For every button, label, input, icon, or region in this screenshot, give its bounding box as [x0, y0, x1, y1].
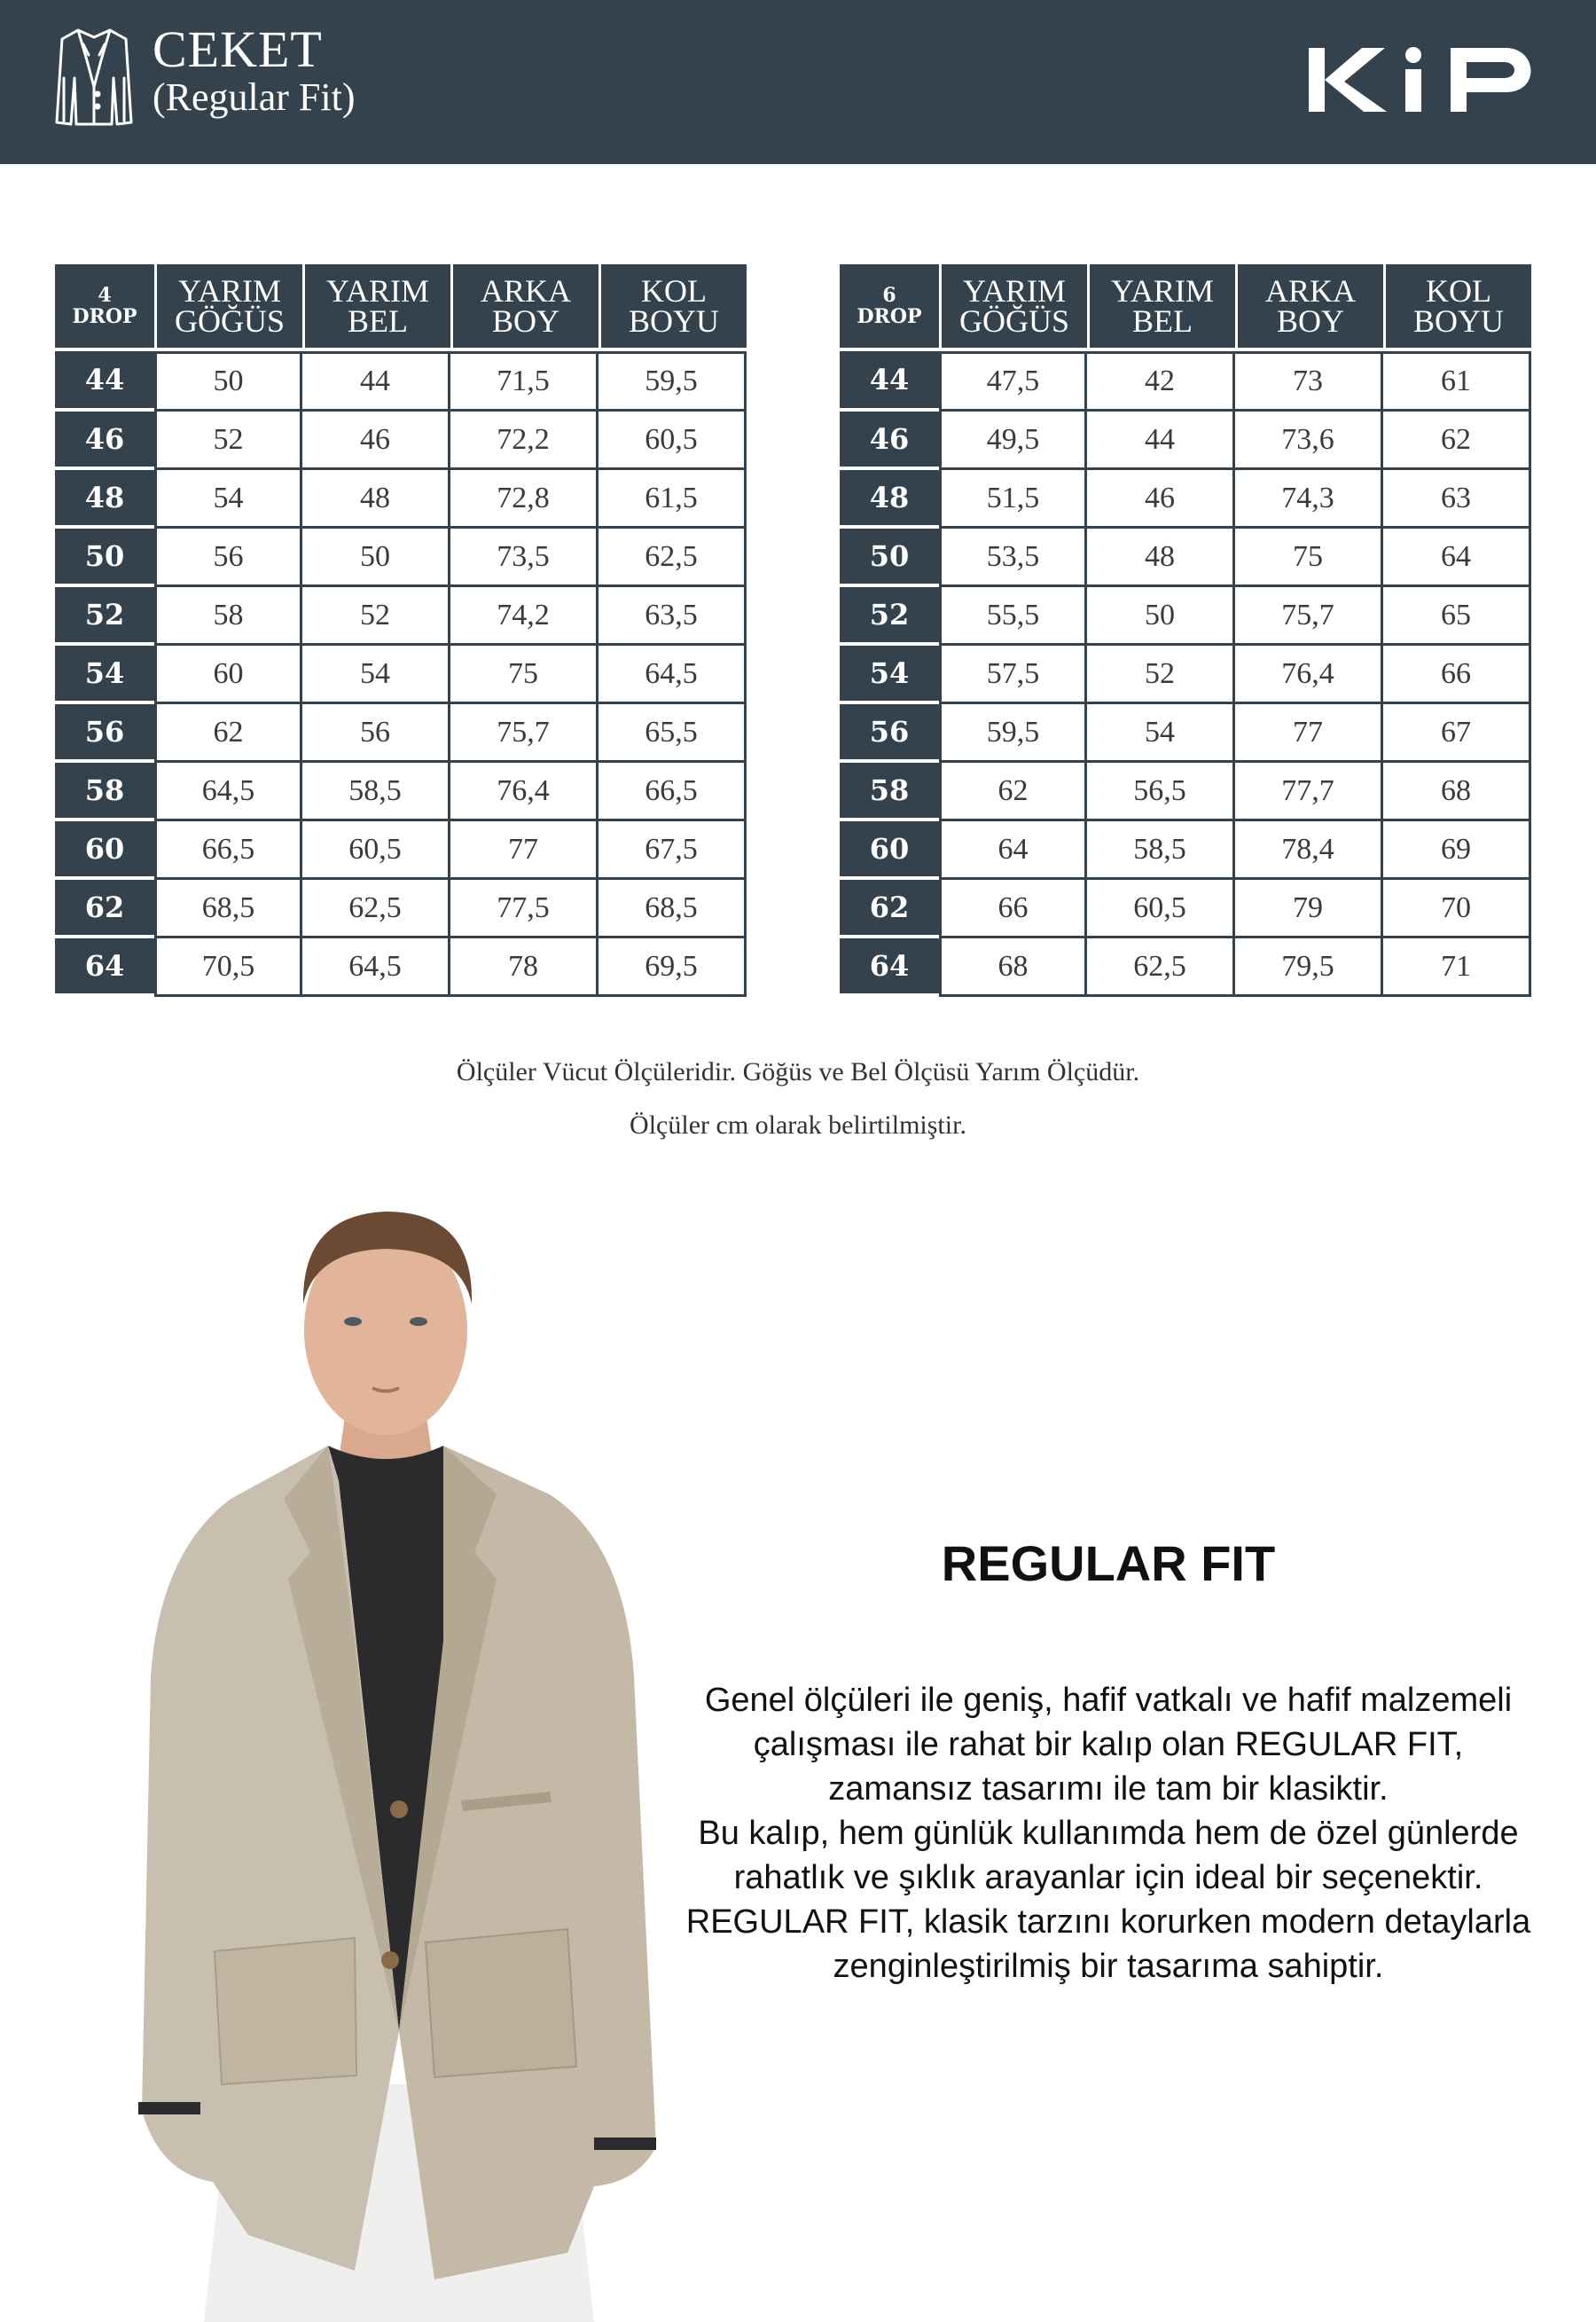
value-cell: 65	[1383, 587, 1531, 646]
size-cell: 52	[55, 587, 154, 646]
value-cell: 68,5	[154, 880, 302, 938]
size-cell: 46	[840, 412, 939, 470]
value-cell: 57,5	[939, 646, 1087, 704]
header-banner	[0, 0, 1596, 164]
table-row	[840, 821, 1531, 880]
page-title: CEKET	[153, 20, 323, 78]
value-cell: 60,5	[302, 821, 450, 880]
table-row	[55, 704, 747, 763]
value-cell: 52	[302, 587, 450, 646]
value-cell: 59,5	[598, 351, 747, 412]
brand-logo	[1309, 44, 1550, 115]
value-cell: 64	[1383, 529, 1531, 587]
value-cell: 69,5	[598, 938, 747, 997]
value-cell: 64	[939, 821, 1087, 880]
table-row	[55, 587, 747, 646]
table-row	[840, 529, 1531, 587]
size-cell: 44	[55, 351, 154, 412]
column-header: YARIM BEL	[1087, 264, 1235, 351]
value-cell: 63,5	[598, 587, 747, 646]
size-cell: 56	[55, 704, 154, 763]
size-cell: 48	[55, 470, 154, 529]
value-cell: 72,2	[450, 412, 598, 470]
value-cell: 77,5	[450, 880, 598, 938]
value-cell: 70,5	[154, 938, 302, 997]
value-cell: 61,5	[598, 470, 747, 529]
value-cell: 76,4	[1235, 646, 1383, 704]
description-line: Bu kalıp, hem günlük kullanımda hem de özel günlerde	[698, 1815, 1519, 1852]
brand-name: KiP	[1309, 44, 1310, 45]
value-cell: 75	[1235, 529, 1383, 587]
value-cell: 62	[939, 763, 1087, 821]
size-cell: 62	[55, 880, 154, 938]
value-cell: 66	[939, 880, 1087, 938]
size-cell: 62	[840, 880, 939, 938]
table-row	[840, 763, 1531, 821]
column-header: YARIM BEL	[302, 264, 450, 351]
size-cell: 54	[840, 646, 939, 704]
description-line: Genel ölçüleri ile geniş, hafif vatkalı ve hafif malzemeli	[704, 1682, 1513, 1719]
value-cell: 66,5	[598, 763, 747, 821]
value-cell: 62	[154, 704, 302, 763]
value-cell: 53,5	[939, 529, 1087, 587]
size-cell: 50	[55, 529, 154, 587]
size-cell: 50	[840, 529, 939, 587]
model-photo	[133, 1180, 665, 2322]
table-row	[55, 646, 747, 704]
value-cell: 55,5	[939, 587, 1087, 646]
value-cell: 74,2	[450, 587, 598, 646]
value-cell: 77	[1235, 704, 1383, 763]
value-cell: 63	[1383, 470, 1531, 529]
table-row	[840, 587, 1531, 646]
description-line: çalışması ile rahat bir kalıp olan REGULAR FIT,	[753, 1726, 1464, 1763]
value-cell: 42	[1087, 351, 1235, 412]
table-row	[55, 880, 747, 938]
fit-description	[656, 1678, 1561, 1989]
value-cell: 77	[450, 821, 598, 880]
drop-header	[55, 264, 154, 351]
column-header: YARIM GÖĞÜS	[154, 264, 302, 351]
value-cell: 75,7	[1235, 587, 1383, 646]
size-table-drop-6	[840, 264, 1531, 997]
value-cell: 64,5	[154, 763, 302, 821]
value-cell: 50	[1087, 587, 1235, 646]
size-cell: 48	[840, 470, 939, 529]
description-line: REGULAR FIT, klasik tarzını korurken modern detaylarla	[685, 1903, 1531, 1941]
value-cell: 73,5	[450, 529, 598, 587]
value-cell: 51,5	[939, 470, 1087, 529]
page-subtitle: (Regular Fit)	[153, 75, 356, 119]
drop-label: DROP	[857, 305, 922, 328]
table-row	[840, 412, 1531, 470]
size-cell: 64	[55, 938, 154, 997]
value-cell: 62	[1383, 412, 1531, 470]
value-cell: 60	[154, 646, 302, 704]
value-cell: 67	[1383, 704, 1531, 763]
value-cell: 68	[1383, 763, 1531, 821]
value-cell: 47,5	[939, 351, 1087, 412]
value-cell: 79	[1235, 880, 1383, 938]
value-cell: 66	[1383, 646, 1531, 704]
value-cell: 48	[1087, 529, 1235, 587]
value-cell: 62,5	[1087, 938, 1235, 997]
value-cell: 68,5	[598, 880, 747, 938]
size-cell: 64	[840, 938, 939, 997]
value-cell: 58	[154, 587, 302, 646]
size-cell: 46	[55, 412, 154, 470]
table-row	[55, 938, 747, 997]
value-cell: 44	[1087, 412, 1235, 470]
size-cell: 60	[55, 821, 154, 880]
value-cell: 54	[1087, 704, 1235, 763]
description-line: rahatlık ve şıklık arayanlar için ideal bir seçenektir.	[733, 1859, 1483, 1896]
value-cell: 49,5	[939, 412, 1087, 470]
size-cell: 60	[840, 821, 939, 880]
table-row	[840, 704, 1531, 763]
table-row	[840, 938, 1531, 997]
value-cell: 75	[450, 646, 598, 704]
column-header: YARIM GÖĞÜS	[939, 264, 1087, 351]
fit-title: REGULAR FIT	[941, 1535, 1276, 1591]
value-cell: 44	[302, 351, 450, 412]
drop-number: 6	[882, 284, 896, 307]
value-cell: 73,6	[1235, 412, 1383, 470]
drop-number: 4	[98, 284, 112, 307]
size-cell: 58	[840, 763, 939, 821]
table-row	[55, 351, 747, 412]
table-row	[55, 412, 747, 470]
value-cell: 73	[1235, 351, 1383, 412]
value-cell: 56,5	[1087, 763, 1235, 821]
value-cell: 67,5	[598, 821, 747, 880]
column-header: KOL BOYU	[598, 264, 747, 351]
measurement-note: Ölçüler Vücut Ölçüleridir. Göğüs ve Bel Ölçüsü Yarım Ölçüdür.	[456, 1057, 1140, 1086]
description-line: zamansız tasarımı ile tam bir klasiktir.	[828, 1770, 1389, 1808]
value-cell: 64,5	[302, 938, 450, 997]
table-row	[840, 351, 1531, 412]
value-cell: 75,7	[450, 704, 598, 763]
column-header: ARKA BOY	[450, 264, 598, 351]
value-cell: 76,4	[450, 763, 598, 821]
table-row	[55, 821, 747, 880]
unit-note: Ölçüler cm olarak belirtilmiştir.	[630, 1110, 966, 1140]
value-cell: 56	[302, 704, 450, 763]
description-line: zenginleştirilmiş bir tasarıma sahiptir.	[833, 1948, 1384, 1985]
table-row	[55, 529, 747, 587]
value-cell: 48	[302, 470, 450, 529]
drop-label: DROP	[72, 305, 137, 328]
value-cell: 79,5	[1235, 938, 1383, 997]
value-cell: 52	[1087, 646, 1235, 704]
value-cell: 66,5	[154, 821, 302, 880]
value-cell: 46	[302, 412, 450, 470]
value-cell: 50	[154, 351, 302, 412]
value-cell: 60,5	[1087, 880, 1235, 938]
column-header: ARKA BOY	[1235, 264, 1383, 351]
value-cell: 70	[1383, 880, 1531, 938]
value-cell: 78,4	[1235, 821, 1383, 880]
value-cell: 65,5	[598, 704, 747, 763]
size-cell: 44	[840, 351, 939, 412]
value-cell: 58,5	[302, 763, 450, 821]
value-cell: 61	[1383, 351, 1531, 412]
value-cell: 64,5	[598, 646, 747, 704]
value-cell: 71,5	[450, 351, 598, 412]
size-cell: 56	[840, 704, 939, 763]
value-cell: 60,5	[598, 412, 747, 470]
value-cell: 77,7	[1235, 763, 1383, 821]
value-cell: 59,5	[939, 704, 1087, 763]
table-row	[55, 470, 747, 529]
value-cell: 68	[939, 938, 1087, 997]
value-cell: 50	[302, 529, 450, 587]
jacket-icon	[51, 25, 137, 129]
value-cell: 54	[302, 646, 450, 704]
column-header: KOL BOYU	[1383, 264, 1531, 351]
table-row	[840, 646, 1531, 704]
value-cell: 78	[450, 938, 598, 997]
value-cell: 62,5	[598, 529, 747, 587]
size-table-drop-4	[55, 264, 747, 997]
value-cell: 58,5	[1087, 821, 1235, 880]
value-cell: 46	[1087, 470, 1235, 529]
value-cell: 69	[1383, 821, 1531, 880]
value-cell: 62,5	[302, 880, 450, 938]
size-cell: 52	[840, 587, 939, 646]
value-cell: 52	[154, 412, 302, 470]
value-cell: 56	[154, 529, 302, 587]
size-cell: 58	[55, 763, 154, 821]
table-row	[55, 763, 747, 821]
value-cell: 72,8	[450, 470, 598, 529]
value-cell: 74,3	[1235, 470, 1383, 529]
size-cell: 54	[55, 646, 154, 704]
value-cell: 54	[154, 470, 302, 529]
table-row	[840, 880, 1531, 938]
table-row	[840, 470, 1531, 529]
value-cell: 71	[1383, 938, 1531, 997]
drop-header	[840, 264, 939, 351]
